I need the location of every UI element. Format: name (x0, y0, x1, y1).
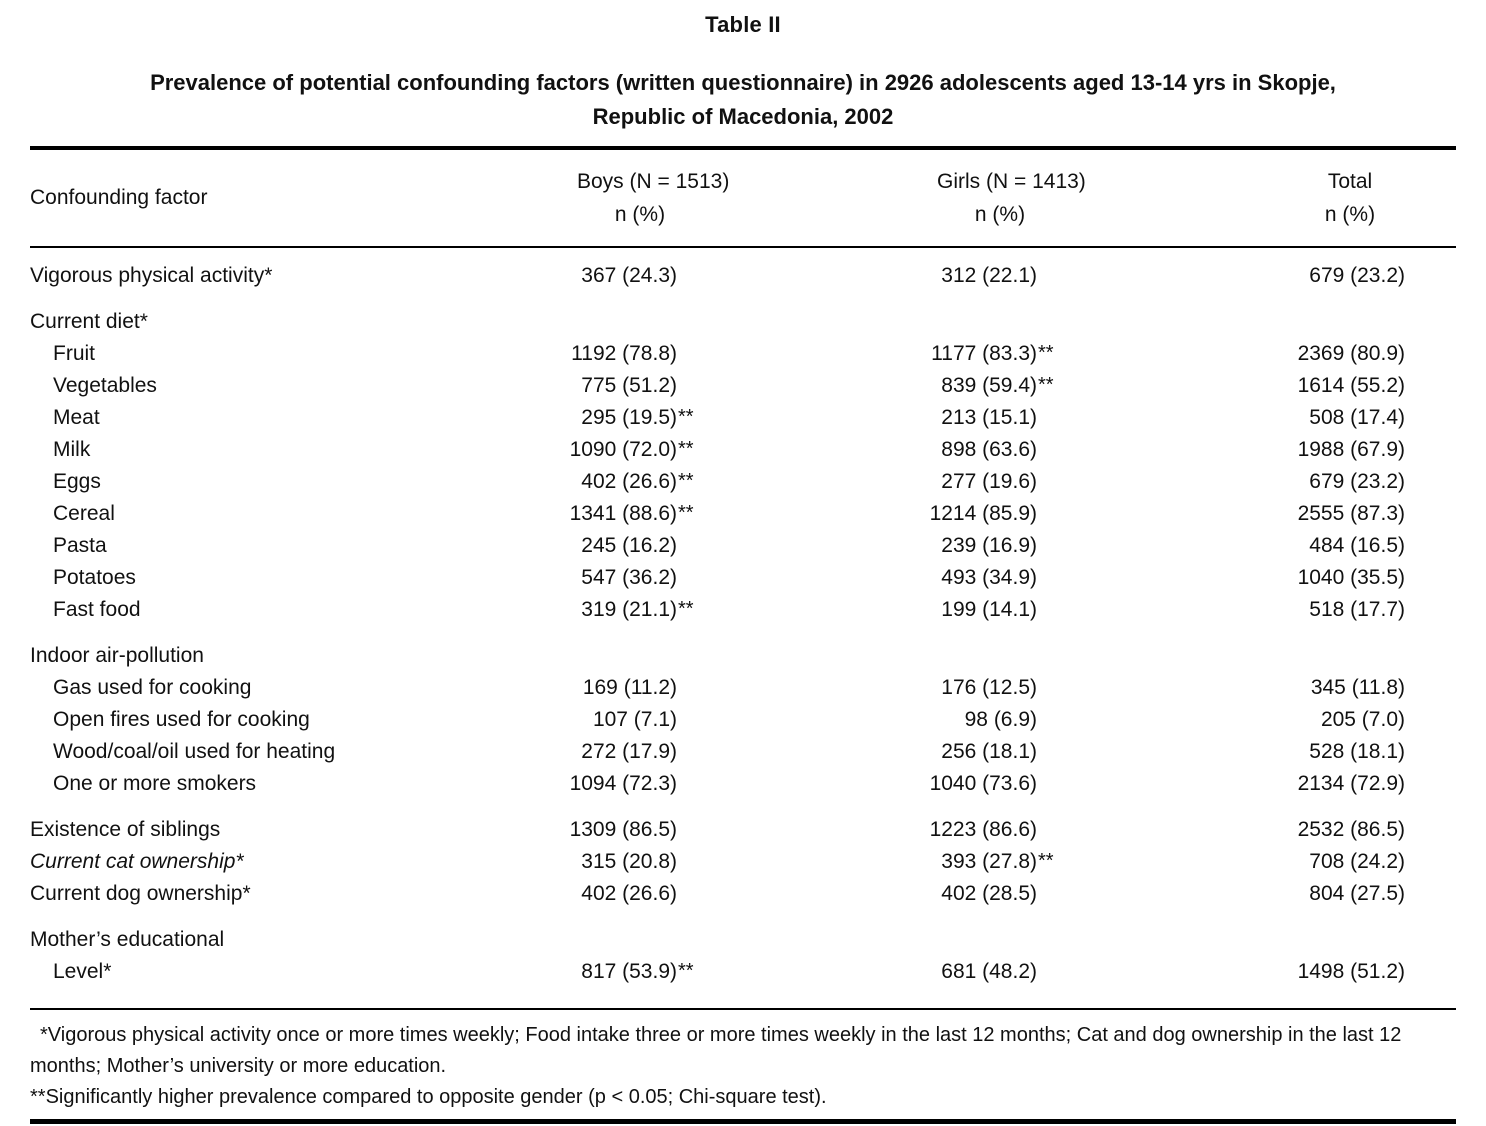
girls-value: 681 (48.2) (941, 960, 1037, 983)
significance-marker (677, 708, 703, 732)
girls-value: 239 (16.9) (941, 534, 1037, 557)
significance-marker: ** (1038, 374, 1054, 396)
row-label: Eggs (53, 470, 101, 493)
column-header-total-line2: n (%) (1324, 203, 1376, 226)
significance-marker (1405, 882, 1431, 906)
girls-value: 312 (22.1) (941, 264, 1037, 287)
total-cell (1063, 566, 1431, 590)
table-row (30, 562, 1456, 594)
total-cell (1063, 438, 1431, 462)
total-cell (1063, 818, 1431, 842)
significance-marker (677, 534, 703, 558)
row-label: Vigorous physical activity* (30, 264, 273, 287)
significance-marker: ** (678, 960, 694, 982)
total-cell (1063, 598, 1431, 622)
girls-cell (703, 406, 1063, 430)
boys-cell (450, 740, 703, 764)
table-row (30, 814, 1456, 846)
table-row (30, 924, 1456, 956)
girls-value: 1177 (83.3) (931, 342, 1037, 365)
column-header-boys-line1: Boys (N = 1513) (577, 170, 730, 193)
boys-value: 402 (26.6) (581, 470, 677, 493)
boys-value: 1309 (86.5) (569, 818, 677, 841)
total-value: 1988 (67.9) (1297, 438, 1405, 461)
row-label: Pasta (53, 534, 107, 557)
row-label: Current diet* (30, 310, 148, 333)
table-row (30, 672, 1456, 704)
table-row (30, 956, 1456, 988)
total-cell (1063, 502, 1431, 526)
total-cell (1063, 882, 1431, 906)
girls-cell (703, 882, 1063, 906)
boys-value: 1192 (78.8) (571, 342, 677, 365)
boys-value: 547 (36.2) (581, 566, 677, 589)
boys-cell (450, 676, 703, 700)
significance-marker (1405, 264, 1431, 288)
boys-cell (450, 264, 703, 288)
table-row (30, 878, 1456, 910)
significance-marker (677, 264, 703, 288)
girls-cell (703, 534, 1063, 558)
total-cell (1063, 740, 1431, 764)
column-header-girls-line2: n (%) (974, 203, 1026, 226)
row-label: Fruit (53, 342, 95, 365)
girls-value: 176 (12.5) (941, 676, 1037, 699)
significance-marker (1405, 470, 1431, 494)
boys-value: 367 (24.3) (581, 264, 677, 287)
total-value: 1498 (51.2) (1297, 960, 1405, 983)
table-row (30, 640, 1456, 672)
significance-marker (1037, 470, 1063, 494)
boys-value: 315 (20.8) (581, 850, 677, 873)
girls-cell (703, 850, 1063, 874)
significance-marker (1037, 740, 1063, 764)
girls-value: 393 (27.8) (941, 850, 1037, 873)
girls-value: 402 (28.5) (941, 882, 1037, 905)
girls-cell (703, 772, 1063, 796)
significance-marker (1037, 960, 1063, 984)
table-row (30, 260, 1456, 292)
table-row (30, 466, 1456, 498)
significance-marker (1037, 708, 1063, 732)
girls-cell (703, 676, 1063, 700)
boys-value: 107 (7.1) (592, 708, 677, 731)
significance-marker (1405, 818, 1431, 842)
row-label: Cereal (53, 502, 115, 525)
boys-cell (450, 502, 703, 526)
significance-marker (1037, 534, 1063, 558)
girls-value: 1040 (73.6) (929, 772, 1037, 795)
total-cell (1063, 960, 1431, 984)
total-value: 1614 (55.2) (1297, 374, 1405, 397)
column-header-total (1063, 165, 1431, 231)
significance-marker (1037, 818, 1063, 842)
row-label: One or more smokers (53, 772, 257, 795)
boys-cell (450, 470, 703, 494)
table-row (30, 370, 1456, 402)
row-label: Gas used for cooking (53, 676, 252, 699)
significance-marker (1405, 342, 1431, 366)
row-label: Open fires used for cooking (53, 708, 310, 731)
significance-marker (1405, 960, 1431, 984)
girls-cell (703, 342, 1063, 366)
significance-marker (677, 566, 703, 590)
total-value: 1040 (35.5) (1297, 566, 1405, 589)
girls-cell (703, 264, 1063, 288)
girls-value: 898 (63.6) (941, 438, 1037, 461)
row-label: Current cat ownership* (30, 850, 244, 873)
boys-cell (450, 960, 703, 984)
row-label: Potatoes (53, 566, 136, 589)
significance-marker (677, 374, 703, 398)
total-value: 2555 (87.3) (1297, 502, 1405, 525)
boys-value: 295 (19.5) (581, 406, 677, 429)
total-cell (1063, 850, 1431, 874)
boys-value: 272 (17.9) (581, 740, 677, 763)
significance-marker: ** (678, 438, 694, 460)
girls-cell (703, 566, 1063, 590)
total-value: 804 (27.5) (1309, 882, 1405, 905)
boys-cell (450, 598, 703, 622)
total-cell (1063, 342, 1431, 366)
row-label: Vegetables (53, 374, 157, 397)
table-row (30, 594, 1456, 626)
table-row (30, 768, 1456, 800)
footnotes (30, 1010, 1456, 1119)
boys-value: 1090 (72.0) (569, 438, 677, 461)
total-value: 2369 (80.9) (1297, 342, 1405, 365)
significance-marker (1037, 882, 1063, 906)
girls-cell (703, 960, 1063, 984)
total-cell (1063, 470, 1431, 494)
significance-marker (677, 342, 703, 366)
table-row (30, 846, 1456, 878)
column-header-girls (703, 165, 1086, 231)
girls-cell (703, 740, 1063, 764)
total-cell (1063, 676, 1431, 700)
total-cell (1063, 534, 1431, 558)
row-label: Wood/coal/oil used for heating (53, 740, 336, 763)
total-value: 679 (23.2) (1309, 264, 1405, 287)
boys-value: 817 (53.9) (581, 960, 677, 983)
boys-cell (450, 772, 703, 796)
row-label: Mother’s educational (30, 928, 225, 951)
boys-value: 169 (11.2) (582, 676, 677, 699)
column-header-factor: Confounding factor (30, 186, 208, 209)
total-cell (1063, 772, 1431, 796)
boys-value: 1341 (88.6) (569, 502, 677, 525)
significance-marker (677, 772, 703, 796)
column-header-boys-line2: n (%) (614, 203, 666, 226)
significance-marker (1405, 566, 1431, 590)
total-value: 345 (11.8) (1310, 676, 1405, 699)
table-row (30, 530, 1456, 562)
significance-marker (1037, 264, 1063, 288)
significance-marker (1405, 406, 1431, 430)
row-label: Fast food (53, 598, 141, 621)
girls-cell (703, 818, 1063, 842)
significance-marker: ** (678, 406, 694, 428)
girls-value: 98 (6.9) (964, 708, 1037, 731)
girls-cell (703, 470, 1063, 494)
girls-value: 277 (19.6) (941, 470, 1037, 493)
total-value: 518 (17.7) (1309, 598, 1405, 621)
table-row (30, 434, 1456, 466)
boys-cell (450, 374, 703, 398)
column-header-girls-line1: Girls (N = 1413) (937, 170, 1086, 193)
total-cell (1063, 264, 1431, 288)
total-value: 2134 (72.9) (1297, 772, 1405, 795)
girls-value: 493 (34.9) (941, 566, 1037, 589)
total-cell (1063, 406, 1431, 430)
total-cell (1063, 708, 1431, 732)
girls-cell (703, 374, 1063, 398)
girls-cell (703, 598, 1063, 622)
table-row (30, 498, 1456, 530)
girls-value: 256 (18.1) (941, 740, 1037, 763)
significance-marker (1037, 566, 1063, 590)
significance-marker: ** (678, 598, 694, 620)
boys-value: 1094 (72.3) (569, 772, 677, 795)
boys-value: 319 (21.1) (581, 598, 677, 621)
girls-cell (703, 708, 1063, 732)
significance-marker (1037, 502, 1063, 526)
boys-value: 775 (51.2) (581, 374, 677, 397)
significance-marker (1405, 676, 1431, 700)
significance-marker (1405, 708, 1431, 732)
girls-cell (703, 438, 1063, 462)
boys-cell (450, 438, 703, 462)
table-row (30, 306, 1456, 338)
significance-marker (1405, 534, 1431, 558)
significance-marker (677, 818, 703, 842)
table-row (30, 402, 1456, 434)
total-value: 508 (17.4) (1309, 406, 1405, 429)
boys-value: 245 (16.2) (581, 534, 677, 557)
row-label: Level* (53, 960, 112, 983)
total-value: 679 (23.2) (1309, 470, 1405, 493)
girls-value: 839 (59.4) (941, 374, 1037, 397)
boys-cell (450, 708, 703, 732)
boys-cell (450, 406, 703, 430)
significance-marker (677, 882, 703, 906)
significance-marker (677, 676, 703, 700)
total-cell (1063, 374, 1431, 398)
boys-cell (450, 534, 703, 558)
significance-marker (1405, 772, 1431, 796)
significance-marker (1405, 598, 1431, 622)
girls-cell (703, 502, 1063, 526)
significance-marker (1037, 406, 1063, 430)
boys-value: 402 (26.6) (581, 882, 677, 905)
total-value: 205 (7.0) (1320, 708, 1405, 731)
significance-marker (1037, 598, 1063, 622)
girls-value: 199 (14.1) (941, 598, 1037, 621)
footnote-single-asterisk: *Vigorous physical activity once or more times weekly; Food intake three or more times weekly in the last 12 months; Cat and dog ownership in the last 12 months; Mother’s university or more education. (30, 1024, 1402, 1077)
row-label: Milk (53, 438, 91, 461)
table-row (30, 704, 1456, 736)
girls-value: 1214 (85.9) (929, 502, 1037, 525)
significance-marker (677, 740, 703, 764)
total-value: 708 (24.2) (1309, 850, 1405, 873)
boys-cell (450, 850, 703, 874)
girls-value: 213 (15.1) (941, 406, 1037, 429)
total-value: 528 (18.1) (1309, 740, 1405, 763)
row-label: Existence of siblings (30, 818, 221, 841)
significance-marker: ** (1038, 342, 1054, 364)
significance-marker: ** (678, 502, 694, 524)
column-header-boys (450, 165, 730, 231)
significance-marker (1037, 676, 1063, 700)
boys-cell (450, 818, 703, 842)
table-row (30, 338, 1456, 370)
significance-marker (1405, 374, 1431, 398)
total-value: 484 (16.5) (1309, 534, 1405, 557)
boys-cell (450, 566, 703, 590)
significance-marker (1037, 438, 1063, 462)
significance-marker (1405, 502, 1431, 526)
significance-marker (677, 850, 703, 874)
significance-marker (1405, 740, 1431, 764)
boys-cell (450, 342, 703, 366)
significance-marker (1405, 850, 1431, 874)
footnote-double-asterisk: **Significantly higher prevalence compared to opposite gender (p < 0.05; Chi-square test). (30, 1086, 827, 1108)
paper-page (30, 0, 1456, 1124)
significance-marker (1405, 438, 1431, 462)
significance-marker: ** (678, 470, 694, 492)
table-caption-line2: Republic of Macedonia, 2002 (592, 104, 894, 129)
row-label: Current dog ownership* (30, 882, 251, 905)
table-caption (30, 66, 1456, 134)
total-value: 2532 (86.5) (1297, 818, 1405, 841)
significance-marker (1037, 772, 1063, 796)
significance-marker: ** (1038, 850, 1054, 872)
table-caption-line1: Prevalence of potential confounding factors (written questionnaire) in 2926 adolescents aged 13-14 yrs in Skopje, (150, 70, 1336, 95)
table-header (30, 150, 1456, 246)
table-body (30, 248, 1456, 1008)
table-number: Table II (705, 12, 781, 37)
girls-value: 1223 (86.6) (929, 818, 1037, 841)
bottom-rule (30, 1119, 1456, 1124)
table-row (30, 736, 1456, 768)
row-label: Indoor air-pollution (30, 644, 204, 667)
boys-cell (450, 882, 703, 906)
row-label: Meat (53, 406, 100, 429)
column-header-total-line1: Total (1327, 170, 1373, 193)
